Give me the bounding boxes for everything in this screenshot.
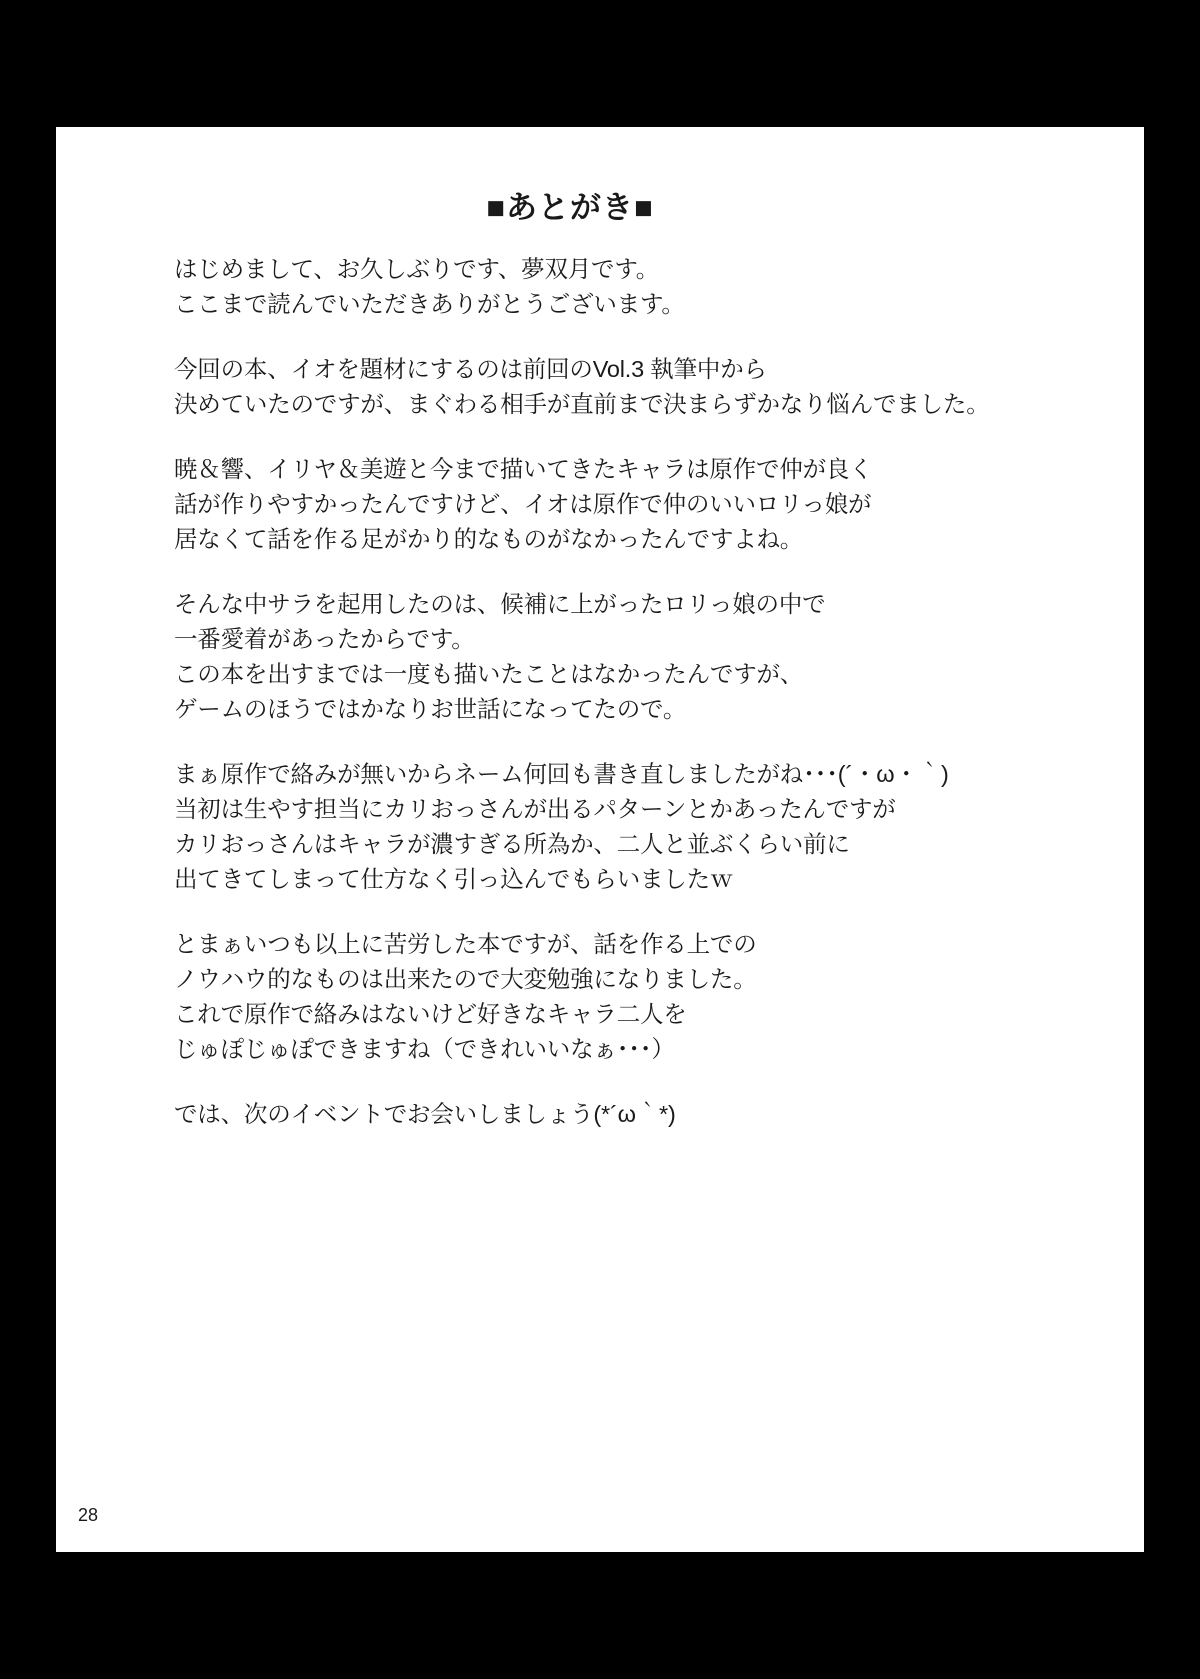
text-line: この本を出すまでは一度も描いたことはなかったんですが、 [174, 661, 804, 687]
text-line: 決めていたのですが、まぐわる相手が直前まで決まらずかなり悩んでました。 [174, 391, 990, 417]
text-line: では、次のイベントでお会いしましょう(*´ω｀*) [174, 1101, 676, 1127]
paragraph [174, 252, 1074, 322]
paragraph [174, 927, 1074, 1067]
text-line: 当初は生やす担当にカリおっさんが出るパターンとかあったんですが [174, 796, 896, 822]
paragraph [174, 452, 1074, 557]
text-line: これで原作で絡みはないけど好きなキャラ二人を [174, 1001, 687, 1027]
text-line: まぁ原作で絡みが無いからネーム何回も書き直しましたがね･･･(´・ω・｀) [174, 761, 949, 787]
paragraph [174, 757, 1074, 897]
text-line: 一番愛着があったからです。 [174, 626, 475, 652]
afterword-body [174, 252, 1074, 1132]
paragraph [174, 1097, 1074, 1132]
text-line: 居なくて話を作る足がかり的なものがなかったんですよね。 [174, 526, 804, 552]
text-line: カリおっさんはキャラが濃すぎる所為か、二人と並ぶくらい前に [174, 831, 850, 857]
text-line: とまぁいつも以上に苦労した本ですが、話を作る上での [174, 931, 757, 957]
paragraph [174, 352, 1074, 422]
text-line: そんな中サラを起用したのは、候補に上がったロリっ娘の中で [174, 591, 826, 617]
text-line: ここまで読んでいただきありがとうございます。 [174, 291, 685, 317]
page-title: ■あとがき■ [486, 190, 654, 225]
text-line: じゅぽじゅぽできますね（できれいいなぁ･･･） [174, 1036, 675, 1062]
text-line: 出てきてしまって仕方なく引っ込んでもらいましたｗ [174, 866, 734, 892]
text-line: 今回の本、イオを題材にするのは前回のVol.3 執筆中から [174, 356, 767, 382]
document-page [56, 127, 1144, 1552]
text-line: 話が作りやすかったんですけど、イオは原作で仲のいいロリっ娘が [174, 491, 872, 517]
text-line: 暁＆響、イリヤ＆美遊と今まで描いてきたキャラは原作で仲が良く [174, 456, 873, 482]
paragraph [174, 587, 1074, 727]
text-line: ゲームのほうではかなりお世話になってたので。 [174, 696, 687, 722]
page-number: 28 [78, 1505, 99, 1525]
text-line: はじめまして、お久しぶりです、夢双月です。 [174, 256, 660, 282]
text-line: ノウハウ的なものは出来たので大変勉強になりました。 [174, 966, 757, 992]
